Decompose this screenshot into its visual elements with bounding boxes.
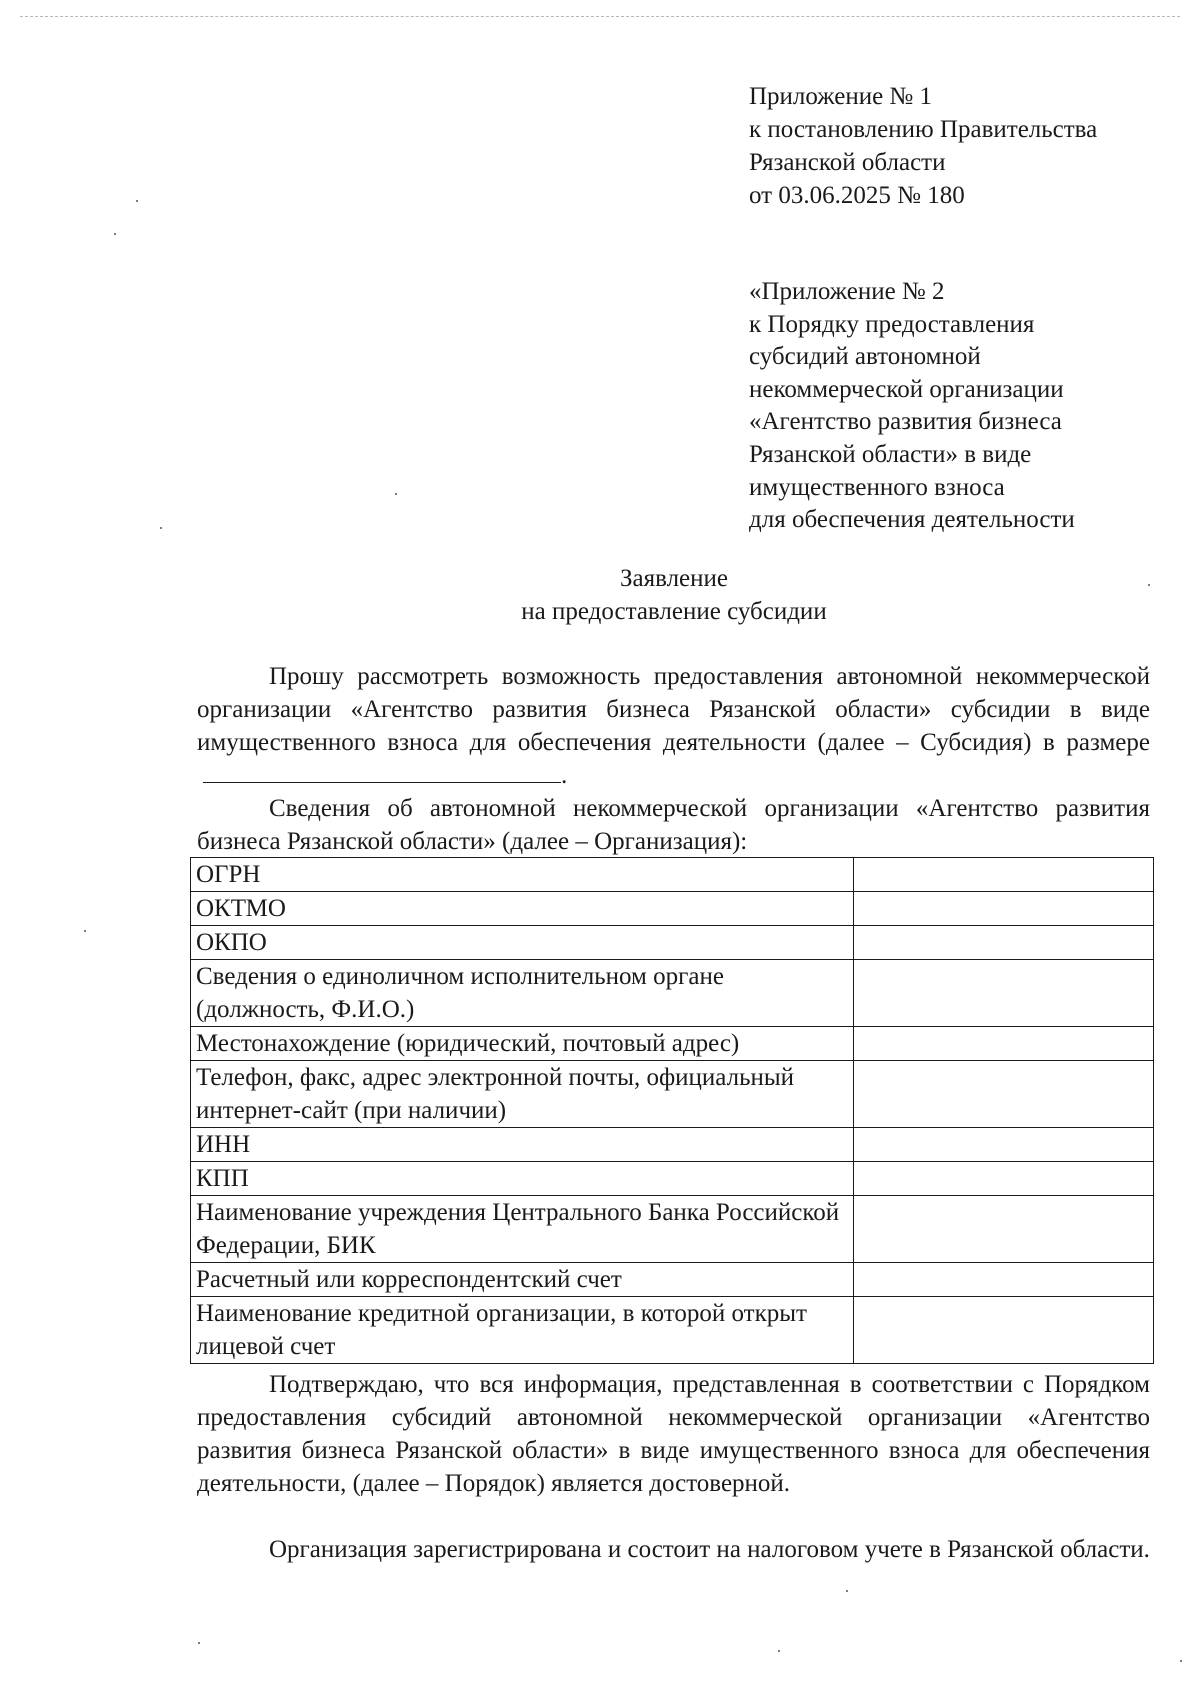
scan-speck bbox=[1148, 584, 1150, 586]
table-row-label: Местонахождение (юридический, почтовый адрес) bbox=[191, 1027, 854, 1061]
table-row-label: ИНН bbox=[191, 1128, 854, 1162]
appendix-2-line: имущественного взноса bbox=[749, 473, 1005, 501]
scan-speck bbox=[395, 493, 397, 495]
table-row-label: Наименование кредитной организации, в которой открыт лицевой счет bbox=[191, 1297, 854, 1364]
table-row-value bbox=[854, 1263, 1154, 1297]
table-row-value bbox=[854, 1196, 1154, 1263]
appendix-2-line: «Приложение № 2 bbox=[749, 278, 945, 305]
table-row bbox=[191, 1196, 1154, 1263]
table-row-label: ОКПО bbox=[191, 926, 854, 960]
document-subtitle: на предоставление субсидии bbox=[521, 598, 827, 625]
appendix-1-line: Приложение № 1 bbox=[749, 83, 933, 110]
table-row bbox=[191, 1061, 1154, 1128]
request-end: . bbox=[561, 762, 568, 789]
table-row bbox=[191, 858, 1154, 892]
table-row bbox=[191, 1297, 1154, 1364]
appendix-1-line: от 03.06.2025 № 180 bbox=[749, 182, 965, 209]
table-row-label: Телефон, факс, адрес электронной почты, официальный интернет-сайт (при наличии) bbox=[191, 1061, 854, 1128]
confirmation-paragraph: Подтверждаю, что вся информация, представленная в соответствии с Порядком предоставления субсидий автономной некоммерческой организации «Агентство развития бизнеса Рязанской области» в виде имущественного взноса для обеспечения деятельности, (далее – Порядок) является достоверной. bbox=[197, 1371, 1150, 1497]
table-row bbox=[191, 1128, 1154, 1162]
table-row-label: Наименование учреждения Центрального Банка Российской Федерации, БИК bbox=[191, 1196, 854, 1263]
table-row-label: ОГРН bbox=[191, 858, 854, 892]
table-row-value bbox=[854, 858, 1154, 892]
table-row-value bbox=[854, 1297, 1154, 1364]
table-row bbox=[191, 892, 1154, 926]
table-row-value bbox=[854, 1061, 1154, 1128]
table-row-value bbox=[854, 892, 1154, 926]
table-row-label: ОКТМО bbox=[191, 892, 854, 926]
scan-speck bbox=[1180, 1660, 1182, 1662]
appendix-2-line: некоммерческой организации bbox=[749, 375, 1064, 403]
table-row bbox=[191, 926, 1154, 960]
table-row bbox=[191, 1027, 1154, 1061]
registration-paragraph: Организация зарегистрирована и состоит на налоговом учете в Рязанской области. bbox=[269, 1536, 1150, 1563]
scan-edge-line bbox=[20, 16, 1180, 17]
scan-speck bbox=[160, 527, 162, 529]
scan-speck bbox=[84, 930, 86, 932]
appendix-1-header bbox=[749, 80, 1097, 212]
table-row-value bbox=[854, 1162, 1154, 1196]
table-row bbox=[191, 1263, 1154, 1297]
table-row-label: Расчетный или корреспондентский счет bbox=[191, 1263, 854, 1297]
table-row-value bbox=[854, 1128, 1154, 1162]
scan-speck bbox=[114, 233, 116, 235]
scan-speck bbox=[778, 1650, 780, 1652]
appendix-2-line: субсидий автономной bbox=[749, 343, 981, 371]
table-row bbox=[191, 1162, 1154, 1196]
table-row-value bbox=[854, 926, 1154, 960]
document-title: Заявление bbox=[619, 565, 729, 592]
request-paragraph bbox=[197, 660, 1150, 792]
subsidy-amount-blank bbox=[203, 760, 561, 783]
scan-speck bbox=[136, 200, 138, 202]
appendix-1-line: к постановлению Правительства bbox=[749, 116, 1098, 143]
scan-speck bbox=[198, 1642, 200, 1644]
table-row-value bbox=[854, 960, 1154, 1027]
table-row bbox=[191, 960, 1154, 1027]
organization-details-table bbox=[190, 857, 1154, 1364]
scan-speck bbox=[846, 1590, 848, 1592]
organization-info-paragraph: Сведения об автономной некоммерческой организации «Агентство развития бизнеса Рязанской области» (далее – Организация): bbox=[197, 795, 1150, 855]
appendix-2-line: «Агентство развития бизнеса bbox=[749, 408, 1062, 436]
table-row-label: КПП bbox=[191, 1162, 854, 1196]
appendix-1-line: Рязанской области bbox=[749, 149, 946, 176]
appendix-2-line: для обеспечения деятельности bbox=[749, 506, 1075, 534]
appendix-2-header bbox=[749, 276, 1075, 537]
table-row-label: Сведения о единоличном исполнительном органе (должность, Ф.И.О.) bbox=[191, 960, 854, 1027]
appendix-2-line: к Порядку предоставления bbox=[749, 310, 1035, 338]
table-row-value bbox=[854, 1027, 1154, 1061]
request-text: Прошу рассмотреть возможность предоставления автономной некоммерческой организации «Агентство развития бизнеса Рязанской области» субсидии в виде имущественного взноса для обеспечения деятельности (далее – Субсидия) в размере bbox=[197, 663, 1150, 756]
appendix-2-line: Рязанской области» в виде bbox=[749, 440, 1032, 468]
